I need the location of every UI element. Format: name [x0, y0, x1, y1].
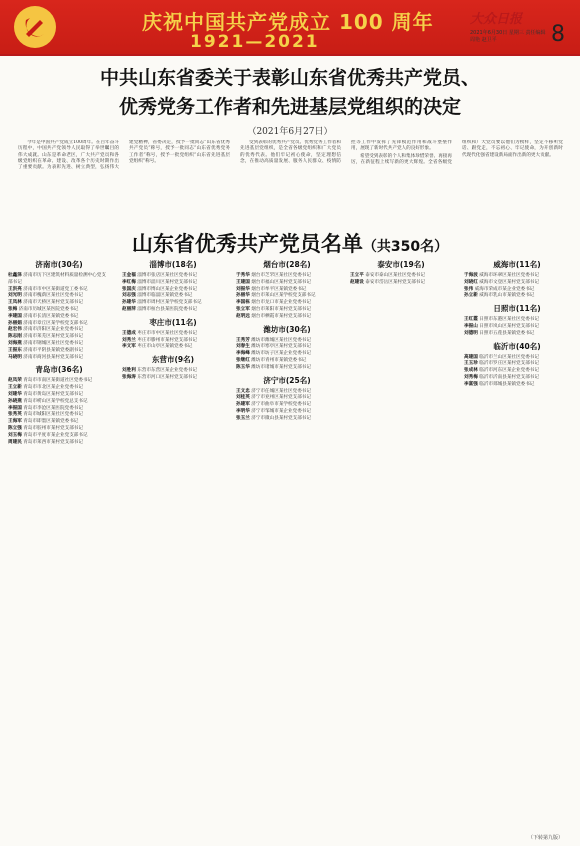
- honoree-role: 烟台市牟平区某镇党委书记: [251, 286, 307, 292]
- honoree-name: 赵宏伟: [8, 327, 22, 333]
- honoree-name: 李振山: [464, 323, 478, 329]
- honoree-name: 孙建军: [236, 402, 250, 408]
- honoree-entry: [350, 273, 452, 280]
- honoree-role: 淄博市张店区某社区党委书记: [137, 273, 197, 278]
- honoree-name: 张继红: [236, 357, 250, 363]
- honoree-role: 济南市莱芜区某村党支部书记: [23, 334, 83, 340]
- headline-line-1: 中共山东省委关于表彰山东省优秀共产党员、: [99, 67, 480, 89]
- honoree-role: 济南市长清区某镇党委书记: [23, 313, 79, 319]
- honoree-role: 济南市商河县某村党支部书记: [23, 354, 83, 360]
- honoree-name: 李国栋: [236, 300, 250, 306]
- honoree-role: 烟台市龙口市某企业党委书记: [251, 300, 311, 306]
- honoree-role: 淄博市淄川区某村党支部书记: [137, 279, 197, 285]
- honoree-name: 孙丽华: [236, 293, 250, 299]
- honoree-name: 王振东: [8, 347, 22, 353]
- region-heading: 济宁市(25名): [263, 375, 311, 385]
- honoree-role: 青岛市崂山区某学校党总支书记: [23, 398, 88, 404]
- honoree-role: 济宁市曲阜市某学校党委书记: [251, 402, 311, 408]
- honoree-entry: [464, 331, 570, 338]
- header-divider: [0, 54, 580, 56]
- honoree-name: 李富强: [464, 381, 478, 387]
- region-heading: 潍坊市(30名): [263, 324, 311, 334]
- honoree-role: 威海市环翠区某社区党委书记: [479, 273, 539, 278]
- honoree-name: 王金福: [122, 273, 136, 278]
- region-heading: 济南市(30名): [35, 260, 83, 269]
- honoree-name: 刘桂英: [236, 395, 250, 401]
- honoree-role: 济南市槐荫区某社区党委书记: [23, 293, 83, 299]
- honoree-entry: [464, 293, 570, 300]
- honoree-role: 临沂市兰山区某社区党委书记: [479, 354, 539, 360]
- honoree-role: 威海市乳山市某镇党委书记: [479, 293, 535, 299]
- honoree-role: 临沂市河东区某企业党委书记: [479, 368, 539, 374]
- honoree-name: 孙建华: [122, 300, 136, 306]
- intro-paragraph: 希望受到表彰的个人和集体珍惜荣誉、再接再厉，在新征程上续写新的更大辉煌。全省各级党组织和广大党员要以他们为榜样，坚定不移听党话、跟党走，不忘初心、牢记使命，为开创新时代现代化强省建设新局面作出新的更大贡献。: [351, 140, 563, 165]
- honoree-entry: [236, 314, 338, 321]
- honoree-name: 王立新: [8, 385, 22, 391]
- honoree-role: 潍坊市寒亭区某村党支部书记: [251, 344, 311, 350]
- honoree-name: 于海波: [464, 273, 478, 278]
- honoree-name: 张成林: [464, 368, 478, 374]
- banner-title: 庆祝中国共产党成立 100 周年: [142, 10, 434, 34]
- honoree-name: 王立平: [350, 273, 364, 278]
- honoree-role: 东营市东营区某企业党委书记: [137, 368, 197, 374]
- honoree-name: 刘春生: [236, 344, 250, 350]
- honoree-name: 张海涛: [122, 374, 136, 380]
- honoree-role: 青岛市莱西市某村党支部书记: [23, 439, 83, 445]
- honoree-entry: [236, 358, 338, 365]
- list-column: [122, 256, 224, 836]
- region-heading: 泰安市(19名): [377, 260, 425, 269]
- honoree-role: 济南市历下区建筑材料质量检测中心党支部书记: [8, 273, 106, 285]
- honoree-role: 泰安市岱岳区某村党支部书记: [365, 279, 425, 285]
- honoree-role: 潍坊市诸城市某村党支部书记: [251, 364, 311, 370]
- honoree-entry: [8, 348, 110, 355]
- honoree-name: 赵凤荣: [8, 378, 22, 384]
- honoree-entry: [236, 280, 338, 287]
- honoree-role: 东营市河口区某村党支部书记: [137, 374, 197, 380]
- honoree-name: 王凤林: [8, 300, 22, 306]
- list-column: [464, 256, 570, 836]
- newspaper-masthead: 大众日报: [470, 12, 523, 27]
- honoree-name: 王秀芳: [236, 337, 250, 343]
- honoree-name: 陈玉华: [236, 364, 250, 370]
- decision-body: [18, 140, 563, 215]
- honoree-name: 刘海燕: [8, 340, 22, 346]
- honoree-entry: [464, 375, 570, 382]
- honoree-entry: [8, 355, 110, 362]
- honoree-role: 潍坊市坊子区某企业党委书记: [251, 351, 311, 357]
- honoree-name: 刘光明: [8, 293, 22, 299]
- honoree-entry: [464, 368, 570, 375]
- honoree-role: 烟台市芝罘区某社区党委书记: [251, 273, 311, 278]
- honoree-role: 青岛市平度市某企业党支部书记: [23, 432, 88, 438]
- honoree-role: 济南市市中区某街道党工委书记: [23, 286, 88, 292]
- honoree-name: 王建国: [236, 279, 250, 285]
- honoree-role: 济宁市兖州区某村党支部书记: [251, 395, 311, 401]
- party-emblem-icon: [14, 6, 56, 48]
- honoree-role: 青岛市黄岛区某村党支部书记: [23, 391, 83, 397]
- honoree-name: 刘建华: [8, 391, 22, 397]
- region-heading: 东营市(9名): [151, 355, 195, 365]
- honoree-role: 枣庄市山亭区某镇党委书记: [137, 344, 193, 350]
- honoree-role: 青岛市李沧区某医院党委书记: [23, 405, 83, 411]
- honoree-role: 枣庄市滕州市某村党支部书记: [137, 337, 197, 343]
- honoree-entry: [8, 273, 110, 287]
- honoree-role: 威海市文登区某村党支部书记: [479, 279, 539, 285]
- continued-note: （下转第九版）: [528, 835, 564, 841]
- region-heading: 青岛市(36名): [35, 365, 83, 375]
- honoree-role: 淄博市周村区某学校党支部书记: [137, 300, 202, 306]
- honoree-entry: [236, 300, 338, 307]
- honoree-role: 济南市章丘区某学校党支部书记: [23, 320, 88, 326]
- honoree-name: 刘玉梅: [8, 432, 22, 438]
- honoree-name: 刘德明: [464, 330, 478, 336]
- honoree-entry: [464, 317, 570, 324]
- honoree-entry: [464, 324, 570, 331]
- honoree-entry: [464, 273, 570, 280]
- honoree-role: 临沂市罗庄区某村党支部书记: [479, 361, 539, 367]
- honoree-name: 张伟: [464, 286, 474, 292]
- honoree-role: 济南市历城区某医院党委书记: [18, 306, 79, 312]
- honoree-role: 青岛市即墨区某镇党委书记: [23, 419, 79, 425]
- intro-paragraph: 今年是中国共产党成立100周年。在百年奋斗历程中，中国共产党领导人民取得了举世瞩目的伟大成就。山东是革命老区，广大共产党员和各级党组织在革命、建设、改革各个历史时期作出了重要贡献。为表彰先进、树立典型，弘扬伟大建党精神，省委决定，授予一批同志“山东省优秀共产党员”称号，授予一批同志“山东省优秀党务工作者”称号，授予一批党组织“山东省先进基层党组织”称号。: [18, 140, 230, 171]
- list-column: [8, 256, 110, 836]
- honoree-entry: [236, 351, 338, 358]
- intro-paragraph: 受到表彰的优秀共产党员、优秀党务工作者和先进基层党组织，是全省各级党组织和广大党员的优秀代表。他们牢记初心使命，坚定理想信念，在推动高质量发展、服务人民群众、疫情防控等工作中发挥了先锋模范作用和战斗堡垒作用，展现了新时代共产党人的良好形象。: [240, 140, 452, 164]
- honoree-role: 济南市天桥区某村党支部书记: [23, 300, 83, 306]
- decision-date: （2021年6月27日）: [247, 127, 333, 137]
- honoree-name: 马晓明: [8, 354, 22, 360]
- list-title: [100, 228, 480, 258]
- honoree-role: 潍坊市青州市某镇党委书记: [251, 357, 307, 363]
- honoree-entry: [8, 385, 110, 392]
- honoree-entry: [122, 344, 224, 351]
- honoree-name: 孙晓燕: [8, 398, 22, 404]
- honoree-name: 周建民: [8, 439, 22, 445]
- honoree-role: 威海市荣成市某企业党委书记: [474, 286, 535, 292]
- honoree-entry: [122, 300, 224, 307]
- honoree-role: 潍坊市潍城区某社区党委书记: [251, 337, 311, 343]
- honoree-entry: [122, 280, 224, 287]
- honoree-name: 张秀英: [8, 412, 22, 418]
- honoree-entry: [8, 300, 110, 307]
- honoree-role: 泰安市泰山区某社区党委书记: [365, 273, 425, 278]
- article-headline: [30, 64, 550, 122]
- honoree-role: 济南市济阳区某企业党委书记: [23, 327, 83, 333]
- honoree-entry: [236, 409, 338, 416]
- honoree-role: 烟台市莱阳市某村党支部书记: [251, 306, 311, 312]
- honoree-role: 青岛市胶州市某村党支部书记: [23, 425, 83, 431]
- honoree-entry: [236, 402, 338, 409]
- honoree-name: 李红梅: [122, 279, 136, 285]
- honoree-entry: [8, 314, 110, 321]
- honoree-entry: [8, 307, 110, 314]
- honoree-entry: [8, 334, 110, 341]
- honoree-role: 日照市岚山区某村党支部书记: [479, 323, 539, 329]
- region-heading: 日照市(11名): [493, 304, 541, 314]
- honoree-role: 济宁市任城区某社区党委书记: [251, 388, 311, 394]
- honoree-name: 刘晓红: [464, 279, 478, 285]
- honoree-entry: [8, 426, 110, 433]
- headline-line-2: 优秀党务工作者和先进基层党组织的决定: [118, 96, 461, 118]
- honoree-role: 日照市东港区某社区党委书记: [479, 317, 539, 323]
- honoree-role: 临沂市沂南县某村党支部书记: [479, 374, 539, 380]
- honoree-role: 临沂市郯城县某镇党委书记: [479, 381, 535, 387]
- honoree-entry: [8, 399, 110, 406]
- honoree-entry: [236, 307, 338, 314]
- banner-years: 1921—2021: [190, 32, 320, 52]
- honoree-name: 于秀华: [236, 273, 250, 278]
- honoree-name: 高建国: [464, 354, 478, 360]
- honoree-entry: [8, 433, 110, 440]
- region-heading: 临沂市(40名): [493, 341, 541, 351]
- honoree-entry: [8, 341, 110, 348]
- honoree-role: 济宁市微山县某村党支部书记: [251, 415, 311, 421]
- honoree-name: 王海军: [8, 419, 22, 425]
- honoree-entry: [8, 419, 110, 426]
- region-heading: 枣庄市(11名): [149, 317, 197, 327]
- honoree-entry: [236, 416, 338, 423]
- honoree-role: 枣庄市市中区某社区党委书记: [137, 330, 197, 336]
- honoree-role: 济南市平阴县某镇党委副书记: [23, 347, 83, 353]
- honoree-name: 李文军: [122, 344, 136, 350]
- honoree-role: 烟台市栖霞市某村党支部书记: [251, 313, 311, 319]
- honoree-role: 青岛市市南区某街道社区党委书记: [23, 378, 93, 384]
- honoree-role: 淄博市博山区某企业党委书记: [137, 286, 197, 292]
- honoree-name: 赵明远: [236, 313, 250, 319]
- honoree-entry: [8, 440, 110, 447]
- honoree-name: 王文忠: [236, 388, 250, 394]
- honoree-role: 淄博市桓台县某医院党委书记: [137, 306, 197, 312]
- honoree-role: 济宁市邹城市某企业党委书记: [251, 408, 311, 414]
- honoree-name: 张立军: [236, 306, 250, 312]
- honoree-name: 赵丽萍: [122, 306, 136, 312]
- honoree-name: 杜鑫泽: [8, 273, 22, 278]
- honoree-entry: [122, 273, 224, 280]
- honoree-name: 刘振华: [236, 286, 250, 292]
- honoree-entry: [464, 382, 570, 389]
- honoree-entry: [122, 307, 224, 314]
- region-heading: 烟台市(28名): [263, 260, 311, 269]
- honoree-name: 李建国: [8, 313, 22, 319]
- honoree-name: 李海峰: [236, 351, 250, 357]
- honoree-entry: [236, 365, 338, 372]
- honoree-name: 王德成: [122, 330, 136, 336]
- honoree-name: 刘胜利: [122, 368, 136, 374]
- region-heading: 威海市(11名): [493, 260, 541, 269]
- honoree-role: 淄博市临淄区某镇党委书记: [137, 293, 193, 299]
- honoree-entry: [122, 368, 224, 375]
- honoree-role: 青岛市城阳区某社区党委书记: [23, 412, 83, 418]
- honoree-name: 孙丽娟: [8, 320, 22, 326]
- honoree-name: 陈立强: [8, 425, 22, 431]
- page-number: 8: [551, 22, 565, 47]
- honoree-role: 烟台市福山区某村党支部书记: [251, 279, 311, 285]
- name-list-columns: [8, 256, 572, 836]
- honoree-name: 刘秀兰: [122, 337, 136, 343]
- honoree-entry: [8, 392, 110, 399]
- honoree-name: 王洪亮: [8, 286, 22, 292]
- honoree-name: 张梅: [8, 306, 18, 312]
- honoree-name: 李振国: [8, 405, 22, 411]
- list-title-text: 山东省优秀共产党员名单: [131, 232, 363, 256]
- honoree-role: 烟台市莱山区某学校党支部书记: [251, 293, 316, 299]
- honoree-entry: [464, 280, 570, 287]
- list-count: （共350名）: [362, 239, 449, 255]
- honoree-name: 陈志刚: [8, 334, 22, 340]
- honoree-name: 王玉珍: [464, 361, 478, 367]
- honoree-entry: [122, 375, 224, 382]
- issue-meta: 2021年6月30日 星期三 责任编辑 周艳 赵卫平: [470, 30, 546, 43]
- honoree-name: 张国庆: [122, 286, 136, 292]
- region-heading: 淄博市(18名): [149, 260, 197, 269]
- honoree-entry: [236, 273, 338, 280]
- honoree-name: 张玉兰: [236, 415, 250, 421]
- honoree-name: 刘志强: [122, 293, 136, 299]
- honoree-name: 刘秀梅: [464, 374, 478, 380]
- honoree-name: 孙立新: [464, 293, 478, 299]
- honoree-name: 赵建设: [350, 279, 364, 285]
- honoree-name: 王红霞: [464, 317, 478, 323]
- honoree-role: 青岛市市北区某企业党委书记: [23, 385, 83, 391]
- honoree-role: 济南市钢城区某社区党委书记: [23, 340, 83, 346]
- honoree-entry: [122, 331, 224, 338]
- honoree-entry: [350, 280, 452, 287]
- honoree-role: 日照市五莲县某镇党委书记: [479, 330, 535, 336]
- list-column: [350, 256, 452, 836]
- honoree-name: 李明华: [236, 408, 250, 414]
- list-column: [236, 256, 338, 836]
